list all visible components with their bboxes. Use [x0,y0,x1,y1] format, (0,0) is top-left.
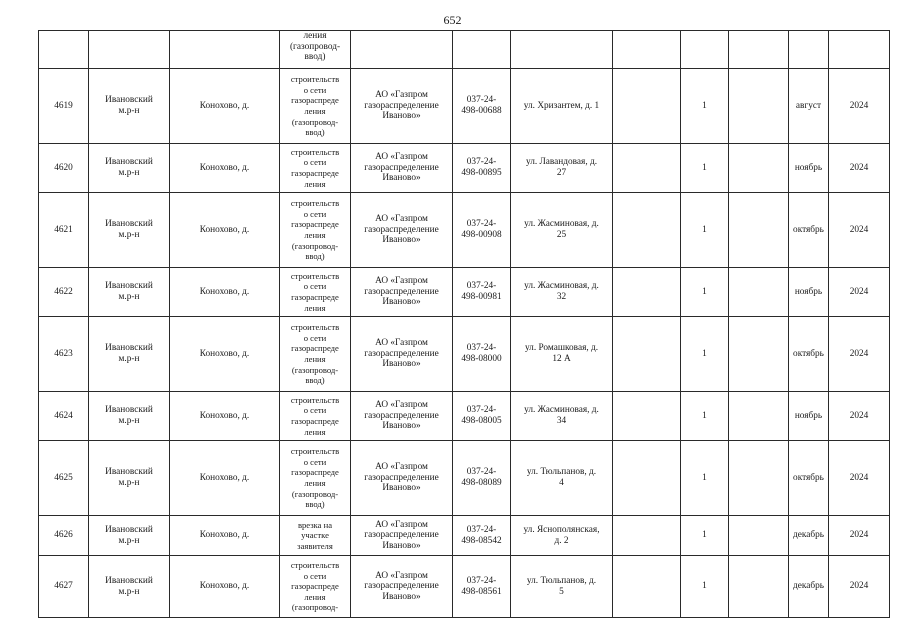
district-cell: Ивановский м.р-н [89,144,170,193]
locality-cell: Конохово, д. [170,69,280,144]
quantity-cell: 1 [681,193,729,268]
table-row [39,441,890,516]
month-cell: декабрь [789,516,829,556]
quantity-cell: 1 [681,516,729,556]
application-code-cell: 037-24- 498-00981 [453,268,511,317]
address-cell: ул. Жасминовая, д. 25 [511,193,613,268]
organization-cell: АО «Газпром газораспределение Иваново» [351,392,453,441]
table-row [39,69,890,144]
year-cell: 2024 [829,516,890,556]
month-cell: октябрь [789,441,829,516]
empty-cell [613,193,681,268]
quantity-cell: 1 [681,268,729,317]
month-cell: декабрь [789,556,829,618]
quantity-cell: 1 [681,317,729,392]
application-code-cell: 037-24- 498-00908 [453,193,511,268]
address-cell: ул. Жасминовая, д. 32 [511,268,613,317]
month-cell: ноябрь [789,268,829,317]
row-number: 4621 [39,193,89,268]
row-number: 4624 [39,392,89,441]
empty-cell [729,317,789,392]
quantity-cell: 1 [681,144,729,193]
empty-cell [613,268,681,317]
organization-cell: АО «Газпром газораспределение Иваново» [351,317,453,392]
row-number: 4620 [39,144,89,193]
page-number: 652 [443,13,462,27]
organization-cell: АО «Газпром газораспределение Иваново» [351,268,453,317]
empty-cell [729,193,789,268]
work-type-cell: врезка на участке заявителя [280,516,351,556]
organization-cell: АО «Газпром газораспределение Иваново» [351,69,453,144]
application-code-cell: 037-24- 498-08005 [453,392,511,441]
work-type-cell: строительств о сети газораспреде ления [280,144,351,193]
address-cell: ул. Тюльпанов, д. 4 [511,441,613,516]
row-number: 4625 [39,441,89,516]
year-cell: 2024 [829,268,890,317]
district-cell: Ивановский м.р-н [89,556,170,618]
month-cell: ноябрь [789,144,829,193]
empty-cell [729,392,789,441]
quantity-cell: 1 [681,392,729,441]
locality-cell: Конохово, д. [170,317,280,392]
month-cell: октябрь [789,317,829,392]
empty-cell [613,317,681,392]
organization-cell: АО «Газпром газораспределение Иваново» [351,516,453,556]
year-cell: 2024 [829,556,890,618]
district-cell: Ивановский м.р-н [89,69,170,144]
work-type-cell: строительств о сети газораспреде ления (газопровод- ввод) [280,193,351,268]
district-cell: Ивановский м.р-н [89,441,170,516]
work-type-cell: строительств о сети газораспреде ления (газопровод- ввод) [280,441,351,516]
application-code-cell: 037-24- 498-00895 [453,144,511,193]
application-code-cell: 037-24- 498-08000 [453,317,511,392]
empty-cell [729,556,789,618]
empty-cell [613,69,681,144]
year-cell: 2024 [829,69,890,144]
year-cell: 2024 [829,392,890,441]
table-row [39,392,890,441]
row-number: 4626 [39,516,89,556]
table-row [39,193,890,268]
organization-cell: АО «Газпром газораспределение Иваново» [351,144,453,193]
empty-cell [613,392,681,441]
empty-cell [613,516,681,556]
row-number: 4622 [39,268,89,317]
continuation-work-type: ления (газопровод- ввод) [280,31,351,69]
address-cell: ул. Хризантем, д. 1 [511,69,613,144]
empty-cell [613,441,681,516]
row-number: 4627 [39,556,89,618]
application-code-cell: 037-24- 498-08561 [453,556,511,618]
year-cell: 2024 [829,441,890,516]
empty-cell [729,268,789,317]
address-cell: ул. Ромашковая, д. 12 А [511,317,613,392]
empty-cell [729,144,789,193]
table-row [39,516,890,556]
address-cell: ул. Жасминовая, д. 34 [511,392,613,441]
locality-cell: Конохово, д. [170,392,280,441]
organization-cell: АО «Газпром газораспределение Иваново» [351,193,453,268]
locality-cell: Конохово, д. [170,193,280,268]
locality-cell: Конохово, д. [170,441,280,516]
empty-cell [729,441,789,516]
row-number: 4623 [39,317,89,392]
district-cell: Ивановский м.р-н [89,516,170,556]
work-type-cell: строительств о сети газораспреде ления [280,392,351,441]
empty-cell [613,144,681,193]
locality-cell: Конохово, д. [170,516,280,556]
district-cell: Ивановский м.р-н [89,317,170,392]
empty-cell [613,556,681,618]
address-cell: ул. Тюльпанов, д. 5 [511,556,613,618]
month-cell: ноябрь [789,392,829,441]
work-type-cell: строительств о сети газораспреде ления (газопровод- ввод) [280,317,351,392]
year-cell: 2024 [829,144,890,193]
table-row [39,317,890,392]
address-cell: ул. Лавандовая, д. 27 [511,144,613,193]
month-cell: октябрь [789,193,829,268]
continuation-row [39,31,890,69]
address-cell: ул. Яснополянская, д. 2 [511,516,613,556]
district-cell: Ивановский м.р-н [89,193,170,268]
quantity-cell: 1 [681,69,729,144]
registry-table [38,30,890,618]
district-cell: Ивановский м.р-н [89,392,170,441]
work-type-cell: строительств о сети газораспреде ления (газопровод- [280,556,351,618]
locality-cell: Конохово, д. [170,144,280,193]
empty-cell [729,516,789,556]
table-row [39,144,890,193]
row-number: 4619 [39,69,89,144]
district-cell: Ивановский м.р-н [89,268,170,317]
organization-cell: АО «Газпром газораспределение Иваново» [351,441,453,516]
quantity-cell: 1 [681,556,729,618]
application-code-cell: 037-24- 498-08089 [453,441,511,516]
work-type-cell: строительств о сети газораспреде ления [280,268,351,317]
organization-cell: АО «Газпром газораспределение Иваново» [351,556,453,618]
application-code-cell: 037-24- 498-00688 [453,69,511,144]
year-cell: 2024 [829,317,890,392]
month-cell: август [789,69,829,144]
locality-cell: Конохово, д. [170,556,280,618]
table-row [39,556,890,618]
year-cell: 2024 [829,193,890,268]
quantity-cell: 1 [681,441,729,516]
work-type-cell: строительств о сети газораспреде ления (газопровод- ввод) [280,69,351,144]
application-code-cell: 037-24- 498-08542 [453,516,511,556]
table-row [39,268,890,317]
empty-cell [729,69,789,144]
locality-cell: Конохово, д. [170,268,280,317]
